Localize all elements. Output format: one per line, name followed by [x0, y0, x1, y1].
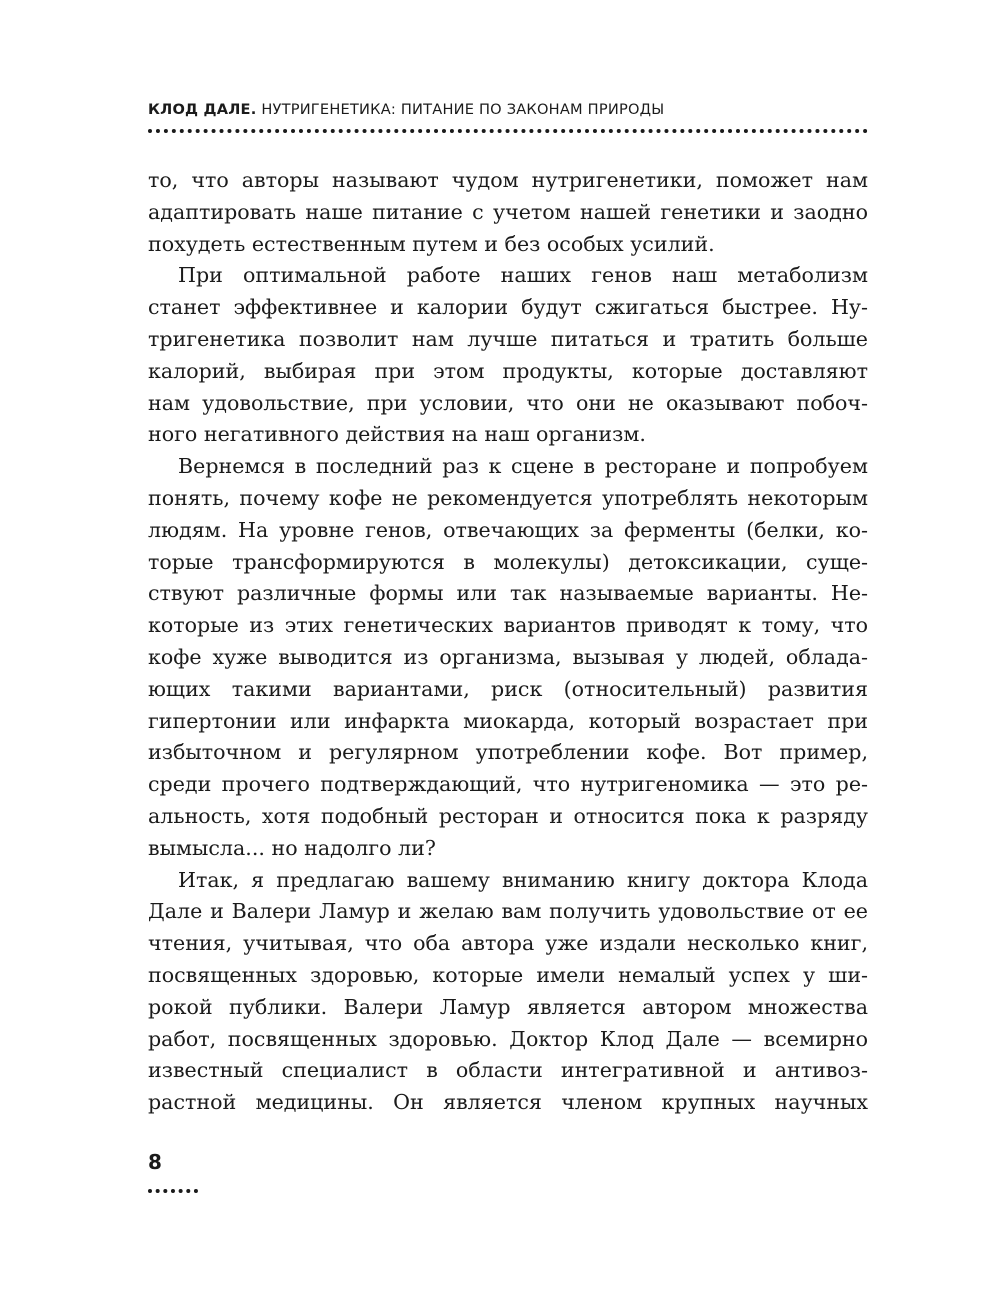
text-line: понять, почему кофе не рекомендуется употреблять некоторым [148, 485, 868, 510]
text-line: чтения, учитывая, что оба автора уже издали несколько книг, [148, 931, 868, 956]
text-line: вымысла... но надолго ли? [148, 835, 436, 860]
text-line: которые из этих генетических вариантов приводят к тому, что [148, 613, 868, 638]
header-author: КЛОД ДАЛЕ. [148, 101, 257, 118]
page-number: 8 [148, 1150, 162, 1174]
text-line: похудеть естественным путем и без особых усилий. [148, 231, 715, 256]
text-line: Вернемся в последний раз к сцене в ресторане и попробуем [178, 454, 868, 479]
text-line: рокой публики. Валери Ламур является автором множества [148, 994, 868, 1019]
text-line: При оптимальной работе наших генов наш метаболизм [178, 263, 868, 288]
text-line: адаптировать наше питание с учетом нашей генетики и заодно [148, 199, 868, 224]
text-line: среди прочего подтверждающий, что нутригеномика — это ре- [148, 772, 868, 797]
text-line: посвященных здоровью, которые имели немалый успех у ши- [148, 962, 868, 987]
body-text [148, 165, 868, 1119]
text-line: гипертонии или инфаркта миокарда, который возрастает при [148, 708, 868, 733]
text-line: тригенетика позволит нам лучше питаться и тратить больше [148, 326, 868, 351]
text-line: ствуют различные формы или так называемые варианты. Не- [148, 581, 868, 606]
text-line: работ, посвященных здоровью. Доктор Клод Дале — всемирно [148, 1026, 868, 1051]
text-line: избыточном и регулярном употреблении кофе. Вот пример, [148, 740, 868, 765]
page-number-dotted-rule [148, 1189, 198, 1193]
text-line: ющих такими вариантами, риск (относительный) развития [148, 676, 868, 701]
text-line: известный специалист в области интегративной и антивоз- [148, 1058, 868, 1083]
text-line: Итак, я предлагаю вашему вниманию книгу доктора Клода [178, 867, 868, 892]
text-line: калорий, выбирая при этом продукты, которые доставляют [148, 358, 868, 383]
text-line: Дале и Валери Ламур и желаю вам получить удовольствие от ее [148, 899, 868, 924]
text-line: торые трансформируются в молекулы) детоксикации, суще- [148, 549, 868, 574]
text-line: людям. На уровне генов, отвечающих за ферменты (белки, ко- [148, 517, 868, 542]
text-line: то, что авторы называют чудом нутригенетики, поможет нам [148, 168, 868, 192]
running-header [148, 101, 868, 123]
header-book-title: НУТРИГЕНЕТИКА: ПИТАНИЕ ПО ЗАКОНАМ ПРИРОДЫ [261, 101, 665, 118]
text-line: кофе хуже выводится из организма, вызывая у людей, облада- [148, 644, 868, 669]
text-line: станет эффективнее и калории будут сжигаться быстрее. Ну- [148, 295, 868, 320]
text-line: нам удовольствие, при условии, что они не оказывают побоч- [148, 390, 868, 415]
text-line: растной медицины. Он является членом крупных научных [148, 1090, 868, 1115]
text-line: ного негативного действия на наш организм. [148, 422, 646, 447]
header-dotted-rule [148, 129, 868, 133]
text-line: альность, хотя подобный ресторан и относится пока к разряду [148, 803, 868, 828]
